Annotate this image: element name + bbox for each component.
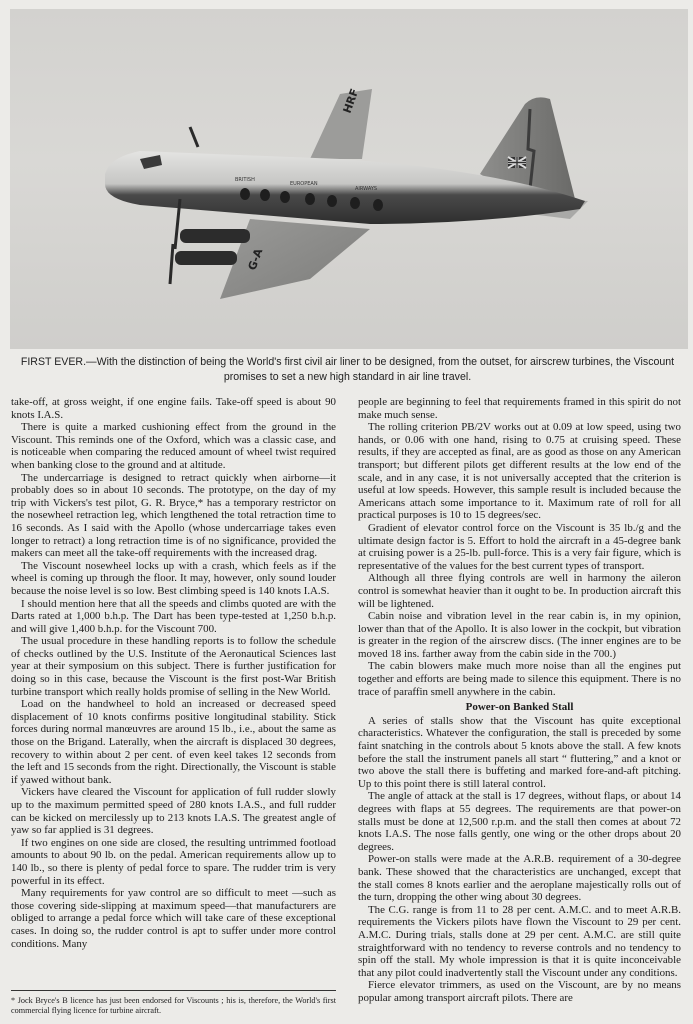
paragraph: The usual procedure in these handling reports is to follow the schedule of checks outlined by the U.S. Institute of the Aeronautical Sciences last year at their symposium on this subject. There is further justification for doing so in this case, because the Viscount is the first post-War British turbine transport which really holds promise of selling in the New World. <box>11 635 336 698</box>
paragraph: The undercarriage is designed to retract quickly when airborne—it probably does so in about 10 seconds. The prototype, on the day of my trip with Vickers's test pilot, G. R. Bryce,* has a temporary restrictor on the nosewheel retraction leg, which lengthened the total retraction time to 16 seconds. As I said with the Apollo (whose undercarriage takes even longer to retract) a long retraction time is of no significance, provided the makers can meet all the take-off requirements with the increased drag. <box>11 471 336 560</box>
svg-text:G-A: G-A <box>245 246 266 273</box>
paragraph: Gradient of elevator control force on the Viscount is 35 lb./g and the ultimate design factor is 5. Effort to hold the aircraft in a 45-degree bank at cruising power is a 25-lb. pull-force. This is a very fair figure, which is representative of the values for the best current types of transport. <box>358 521 681 572</box>
paragraph: Although all three flying controls are well in harmony the aileron control is somewhat heavier than it ought to be. In production aircraft this will be lightened. <box>358 572 681 610</box>
paragraph: Vickers have cleared the Viscount for application of full rudder slowly up to the maximum permitted speed of 280 knots I.A.S., and full rudder can be kicked on mercilessly up to 213 knots I.A.S. The greatest angle of yaw so far applied is 31 degrees. <box>11 786 336 837</box>
paragraph: I should mention here that all the speeds and climbs quoted are with the Darts rated at 1,000 b.h.p. The Dart has been type-tested at 1,250 b.h.p. and will give 1,400 b.h.p. for the Viscount 700. <box>11 597 336 635</box>
svg-text:BRITISH: BRITISH <box>235 177 255 183</box>
footnote: * Jock Bryce's B licence has just been endorsed for Viscounts ; his is, therefore, the World's first commercial flying licence for turbine aircraft. <box>11 996 336 1015</box>
paragraph: Cabin noise and vibration level in the rear cabin is, in my opinion, lower than that of the Apollo. It is also lower in the cockpit, but vibration is greater in the region of the airscrew discs. (The inner engines are to be moved 18 ins. farther away from the cabin side in the 700.) <box>358 610 681 660</box>
paragraph: Many requirements for yaw control are so difficult to meet —such as those covering side-slipping at maximum speed—that manufacturers are obliged to arrange a pedal force which will take care of these exceptional cases. In doing so, the rudder control is apt to suffer under more control conditions. Many <box>11 887 336 950</box>
paragraph: people are beginning to feel that requirements framed in this spirit do not make much sense. <box>358 396 681 421</box>
paragraph: The Viscount nosewheel locks up with a crash, which feels as if the wheel is coming up through the floor. It may, however, only sound louder because the noise level is so low. Best climbing speed is 140 knots I.A.S. <box>11 559 336 597</box>
paragraph: Power-on stalls were made at the A.R.B. requirement of a 30-degree bank. These showed that the characteristics are unchanged, except that the stall comes 8 knots earlier and the aeroplane majestically rolls out of the turn, dropping the other wing about 30 degrees. <box>358 853 681 904</box>
svg-text:EUROPEAN: EUROPEAN <box>290 181 318 187</box>
section-heading: Power-on Banked Stall <box>465 701 574 714</box>
paragraph: Load on the handwheel to hold an increased or decreased speed displacement of 10 knots confirms positive longitudinal stability. Stick forces during normal manœuvres are around 15 lb., i.e., about the same as those on the Brigand. Laterally, when the aircraft is displaced 30 degrees, recovery to within about 2 per cent. of even keel takes 12 seconds from the left and 15 seconds from the right. Directionally, the Viscount is stable if yawed without bank. <box>11 698 336 786</box>
paragraph: If two engines on one side are closed, the resulting untrimmed footload amounts to about 90 lb. on the pedal. American requirements allow up to 140 lb., so there is plenty of pedal force to spare. The rudder trim is very powerful in its effect. <box>11 836 336 887</box>
footnote-divider <box>11 990 336 991</box>
paragraph: The C.G. range is from 11 to 28 per cent. A.M.C. and to meet A.R.B. requirements the Vickers pilots have flown the Viscount to 29 per cent. A.M.C. During trials, stalls done at 29 per cent. A.M.C. are still quite straightforward with no tendency to reverse controls and no tendency to spin off the stall. My whole impression is that it is quite inconceivable that any pilot could inadvertently stall the Viscount under any conditions. <box>358 903 681 979</box>
photo-caption: FIRST EVER.—With the distinction of being the World's first civil air liner to be designed, from the outset, for airscrew turbines, the Viscount promises to set a new high standard in air line travel. <box>20 356 675 383</box>
aircraft-photo <box>10 9 688 349</box>
svg-text:HRF: HRF <box>340 86 362 116</box>
svg-text:AIRWAYS: AIRWAYS <box>355 186 378 192</box>
paragraph: take-off, at gross weight, if one engine fails. Take-off speed is about 90 knots I.A.S. <box>11 396 336 421</box>
paragraph: The angle of attack at the stall is 17 degrees, without flaps, or about 14 degrees with flaps at 55 degrees. The requirements are that power-on stalls must be done at 12,500 r.p.m. and the stall then comes at about 72 knots I.A.S. The nose falls gently, one wing or the other drops about 20 degrees. <box>358 790 681 853</box>
paragraph: Fierce elevator trimmers, as used on the Viscount, are by no means popular among transport aircraft pilots. There are <box>358 979 681 1004</box>
paragraph: The cabin blowers make much more noise than all the engines put together and efforts are being made to silence this equipment. There is no trace of paraffin smell anywhere in the cabin. <box>358 660 681 698</box>
article-column-left <box>11 396 336 950</box>
article-column-right <box>358 396 681 1005</box>
paragraph: A series of stalls show that the Viscount has quite exceptional characteristics. Whatever the configuration, the stall is preceded by some faint snatching in the controls about 5 knots above the stall. A few knots before the stall the instrument panels all start “ fluttering,” and a knot or two above the stall there is buffeting and marked fore-and-aft pitching. Up to this point there is still lateral control. <box>358 714 681 790</box>
viscount-airliner-illustration <box>10 9 688 349</box>
paragraph: There is quite a marked cushioning effect from the ground in the Viscount. This reminds one of the Oxford, which was a classic case, and is noticeable when comparing the reduced amount of wheel twist required when banking close to the ground and at altitude. <box>11 421 336 471</box>
paragraph: The rolling criterion PB/2V works out at 0.09 at low speed, using two hands, or 0.06 with one hand, rising to 0.75 at cruising speed. These results, if they are accepted as final, are as good as those on any American transport; but different pilots get different results at the low end of the scale, and in any case, it is not universally accepted that the criterion is useful at low speeds. However, this sample result is included because the Americans attach some importance to it. Maximum rate of roll for all practical purposes is 10 to 15 degrees/sec. <box>358 421 681 522</box>
